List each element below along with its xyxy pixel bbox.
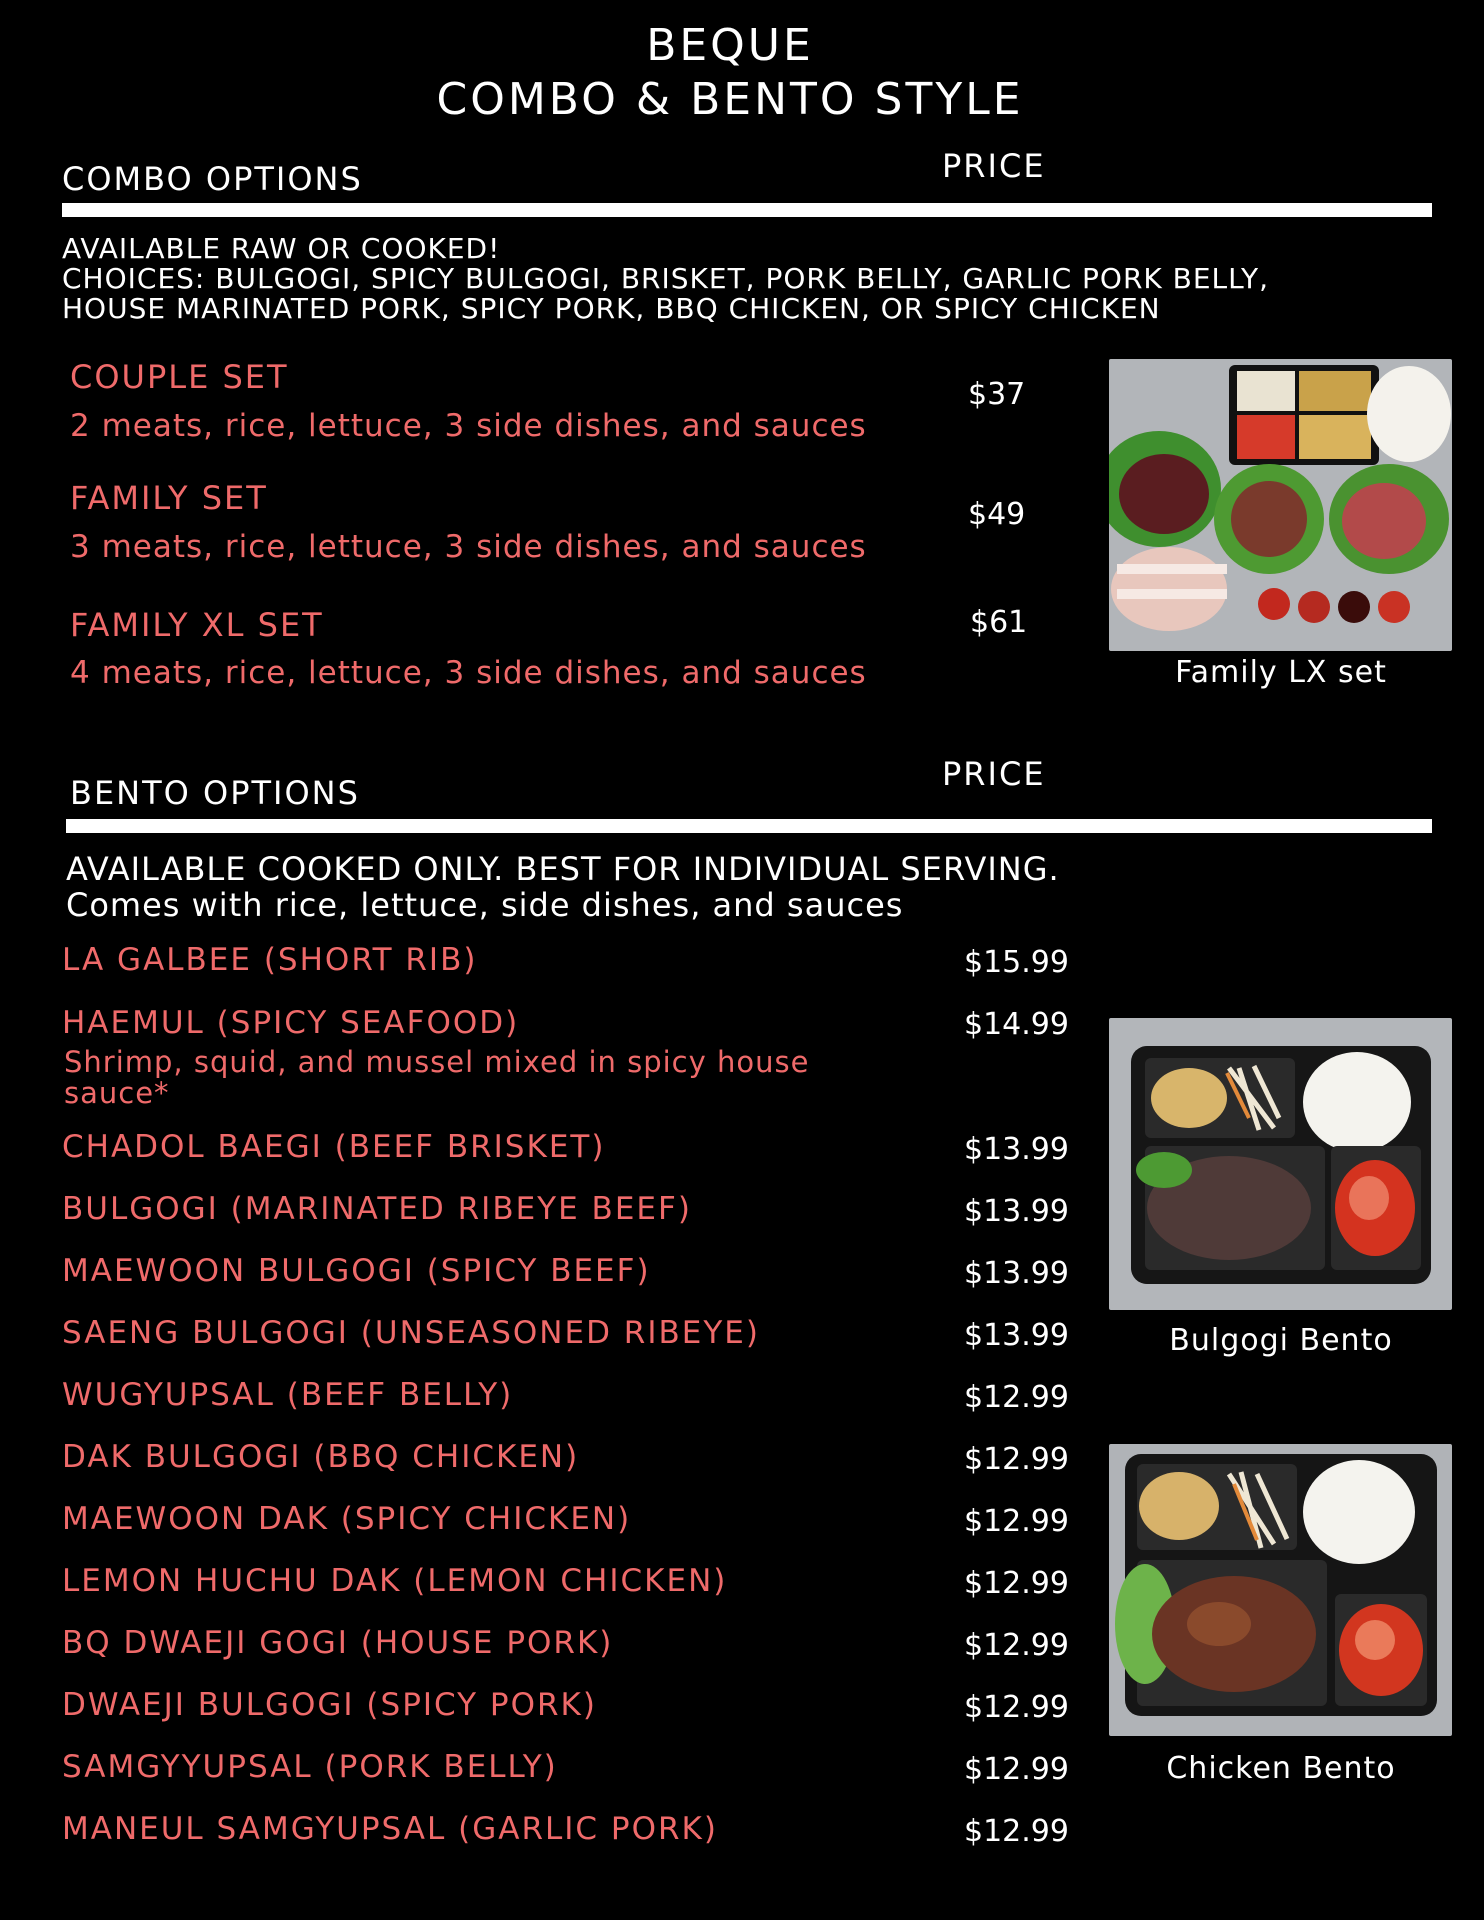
bento-item-price: $12.99 xyxy=(964,1628,1069,1663)
bento-item-sub-line1: Shrimp, squid, and mussel mixed in spicy house xyxy=(64,1045,810,1079)
bento-item-name: DAK BULGOGI (BBQ CHICKEN) xyxy=(62,1439,580,1475)
bento-item-price: $12.99 xyxy=(964,1504,1069,1539)
bulgogi-bento-caption: Bulgogi Bento xyxy=(1169,1323,1393,1358)
bento-item-price: $12.99 xyxy=(964,1566,1069,1601)
combo-note-line2: CHOICES: BULGOGI, SPICY BULGOGI, BRISKET, PORK BELLY, GARLIC PORK BELLY, xyxy=(62,262,1270,295)
chicken-bento-caption: Chicken Bento xyxy=(1166,1751,1396,1786)
bento-item-name: WUGYUPSAL (BEEF BELLY) xyxy=(62,1377,514,1413)
bento-item-price: $15.99 xyxy=(964,945,1069,980)
combo-note-line3: HOUSE MARINATED PORK, SPICY PORK, BBQ CHICKEN, OR SPICY CHICKEN xyxy=(62,292,1161,325)
bento-item-name: HAEMUL (SPICY SEAFOOD) xyxy=(62,1005,520,1041)
combo-item-price: $61 xyxy=(970,605,1028,640)
family-lx-set-photo xyxy=(1109,359,1452,651)
bento-item-price: $12.99 xyxy=(964,1380,1069,1415)
chicken-bento-photo xyxy=(1109,1444,1452,1736)
bento-item-price: $12.99 xyxy=(964,1690,1069,1725)
bento-item-price: $13.99 xyxy=(964,1194,1069,1229)
bento-item-price: $13.99 xyxy=(964,1256,1069,1291)
bento-item-name: LA GALBEE (SHORT RIB) xyxy=(62,942,478,978)
bento-item-price: $13.99 xyxy=(964,1132,1069,1167)
bento-section-title: BENTO OPTIONS xyxy=(70,774,360,812)
combo-item-desc: 4 meats, rice, lettuce, 3 side dishes, and sauces xyxy=(70,655,867,691)
bento-note-line2: Comes with rice, lettuce, side dishes, and sauces xyxy=(66,886,904,924)
combo-divider xyxy=(62,203,1432,217)
bento-item-name: SAENG BULGOGI (UNSEASONED RIBEYE) xyxy=(62,1315,760,1351)
combo-price-header: PRICE xyxy=(942,147,1046,185)
bento-item-price: $12.99 xyxy=(964,1814,1069,1849)
bento-item-sub-line2: sauce* xyxy=(64,1076,170,1110)
bento-item-name: MAEWOON DAK (SPICY CHICKEN) xyxy=(62,1501,632,1537)
combo-item-name: COUPLE SET xyxy=(70,358,289,396)
bento-item-name: LEMON HUCHU DAK (LEMON CHICKEN) xyxy=(62,1563,728,1599)
combo-item-price: $37 xyxy=(968,377,1026,412)
combo-item-name: FAMILY SET xyxy=(70,479,268,517)
combo-item-name: FAMILY XL SET xyxy=(70,606,324,644)
bento-item-price: $14.99 xyxy=(964,1007,1069,1042)
family-lx-set-caption: Family LX set xyxy=(1175,655,1387,690)
combo-item-price: $49 xyxy=(968,497,1026,532)
bento-note-line1: AVAILABLE COOKED ONLY. BEST FOR INDIVIDUAL SERVING. xyxy=(66,850,1060,888)
combo-section-title: COMBO OPTIONS xyxy=(62,160,363,198)
bento-price-header: PRICE xyxy=(942,755,1046,793)
bento-item-name: CHADOL BAEGI (BEEF BRISKET) xyxy=(62,1129,606,1165)
menu-title-line2: COMBO & BENTO STYLE xyxy=(436,74,1024,125)
bento-item-price: $12.99 xyxy=(964,1752,1069,1787)
bulgogi-bento-photo xyxy=(1109,1018,1452,1310)
bento-item-name: MANEUL SAMGYUPSAL (GARLIC PORK) xyxy=(62,1811,718,1847)
bento-item-price: $13.99 xyxy=(964,1318,1069,1353)
bento-item-name: BULGOGI (MARINATED RIBEYE BEEF) xyxy=(62,1191,692,1227)
bento-item-name: BQ DWAEJI GOGI (HOUSE PORK) xyxy=(62,1625,614,1661)
combo-note-line1: AVAILABLE RAW OR COOKED! xyxy=(62,232,501,265)
bento-item-name: SAMGYYUPSAL (PORK BELLY) xyxy=(62,1749,558,1785)
bento-item-price: $12.99 xyxy=(964,1442,1069,1477)
bento-item-name: DWAEJI BULGOGI (SPICY PORK) xyxy=(62,1687,597,1723)
menu-title-line1: BEQUE xyxy=(646,20,814,71)
bento-divider xyxy=(66,819,1432,833)
bento-item-name: MAEWOON BULGOGI (SPICY BEEF) xyxy=(62,1253,651,1289)
combo-item-desc: 2 meats, rice, lettuce, 3 side dishes, and sauces xyxy=(70,408,867,444)
combo-item-desc: 3 meats, rice, lettuce, 3 side dishes, and sauces xyxy=(70,529,867,565)
